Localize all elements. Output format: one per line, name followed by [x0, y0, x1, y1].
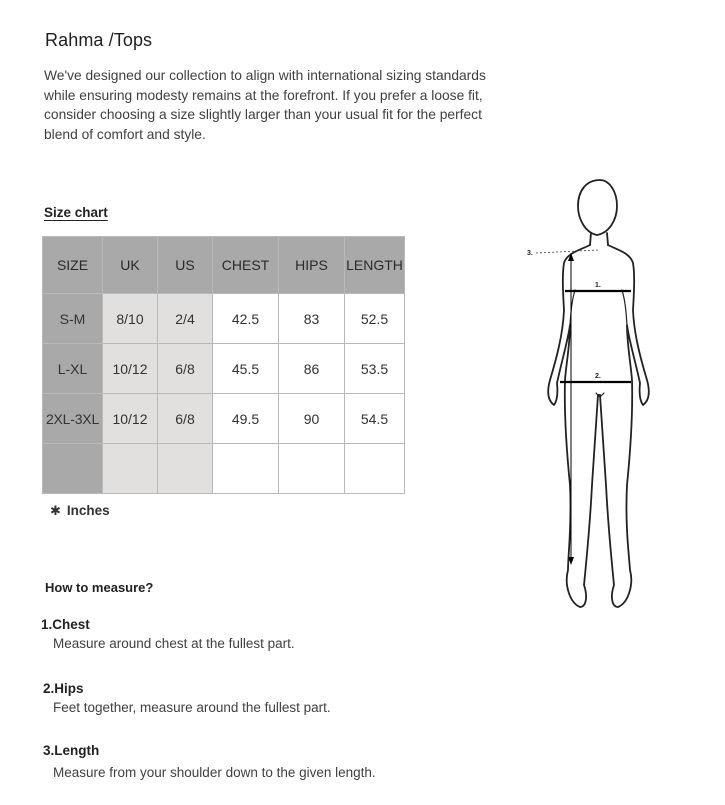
- length-marker: 3.: [527, 250, 533, 257]
- header-length: LENGTH: [345, 237, 405, 294]
- table-row: [43, 394, 405, 444]
- measure-text-hips: Feet together, measure around the fullest part.: [53, 700, 331, 715]
- left-body-contour: [548, 245, 600, 607]
- page-title: Rahma /Tops: [45, 30, 153, 50]
- cell-hips: 86: [279, 344, 345, 394]
- header-size: SIZE: [43, 237, 103, 294]
- length-arrow-up-icon: [568, 253, 574, 261]
- header-uk: UK: [103, 237, 158, 294]
- measure-heading-hips: 2.Hips: [43, 681, 84, 696]
- table-row: [43, 344, 405, 394]
- body-measurement-figure: [520, 175, 670, 620]
- cell-length: 54.5: [345, 394, 405, 444]
- cell-uk: 10/12: [103, 344, 158, 394]
- cell-chest: 42.5: [213, 294, 279, 344]
- cell-length: [345, 444, 405, 494]
- cell-us: 6/8: [158, 344, 213, 394]
- asterisk-icon: ✱: [50, 503, 61, 518]
- body-outline: [548, 180, 649, 607]
- how-to-measure-title: How to measure?: [45, 580, 154, 595]
- measure-heading-length: 3.Length: [43, 743, 100, 758]
- cell-hips: [279, 444, 345, 494]
- cell-size: 2XL-3XL: [43, 394, 103, 444]
- size-chart-label: Size chart: [44, 205, 108, 220]
- cell-uk: 8/10: [103, 294, 158, 344]
- table-header-row: [43, 237, 405, 294]
- cell-size: L-XL: [43, 344, 103, 394]
- header-chest: CHEST: [213, 237, 279, 294]
- cell-uk: [103, 444, 158, 494]
- head-shape: [578, 180, 617, 235]
- cell-chest: 49.5: [213, 394, 279, 444]
- table-row-empty: [43, 444, 405, 494]
- right-inner-arm: [622, 290, 627, 325]
- measure-text-length: Measure from your shoulder down to the given length.: [53, 765, 376, 780]
- table-row: [43, 294, 405, 344]
- header-us: US: [158, 237, 213, 294]
- cell-hips: 90: [279, 394, 345, 444]
- size-chart-table: [42, 236, 405, 494]
- cell-length: 52.5: [345, 294, 405, 344]
- cell-us: [158, 444, 213, 494]
- cell-hips: 83: [279, 294, 345, 344]
- unit-note-text: Inches: [66, 503, 110, 518]
- cell-chest: 45.5: [213, 344, 279, 394]
- length-dashed-line: [536, 250, 598, 253]
- cell-chest: [213, 444, 279, 494]
- measure-text-chest: Measure around chest at the fullest part.: [53, 636, 295, 651]
- body-figure-illustration: [520, 175, 670, 620]
- hips-marker: 2.: [595, 373, 601, 380]
- cell-us: 2/4: [158, 294, 213, 344]
- cell-us: 6/8: [158, 394, 213, 444]
- intro-paragraph: We've designed our collection to align with international sizing standards while ensuring modesty remains at the forefront. If you prefer a loose fit, consider choosing a size slightly larger than your usual fit for the perfect blend of comfort and style.: [44, 68, 486, 142]
- cell-size: S-M: [43, 294, 103, 344]
- chest-marker: 1.: [595, 282, 601, 289]
- cell-length: 53.5: [345, 344, 405, 394]
- header-hips: HIPS: [279, 237, 345, 294]
- measure-heading-chest: 1.Chest: [41, 617, 90, 632]
- cell-size: [43, 444, 103, 494]
- cell-uk: 10/12: [103, 394, 158, 444]
- unit-note: [50, 503, 110, 519]
